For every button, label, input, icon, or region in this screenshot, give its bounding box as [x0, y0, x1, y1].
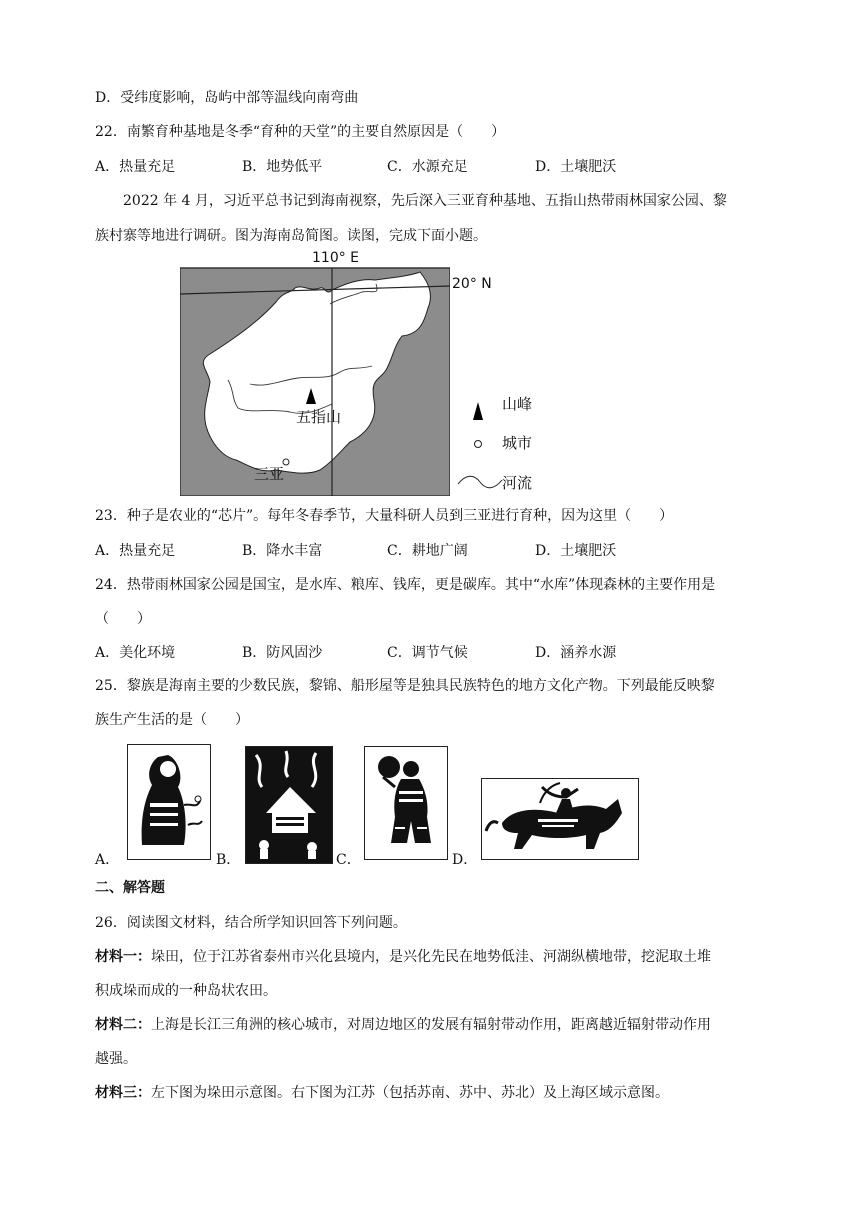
q22-option-d: D．土壤肥沃 — [535, 159, 617, 175]
q24-option-a: A．美化环境 — [95, 645, 176, 661]
legend-river-icon — [458, 476, 502, 488]
q23-stem: 23．种子是农业的“芯片”。每年冬春季节，大量科研人员到三亚进行育种，因为这里（ ） — [95, 508, 674, 524]
material-1-text: 垛田，位于江苏省泰州市兴化县境内，是兴化先民在地势低洼、河湖纵横地带，挖泥取土堆 — [151, 949, 711, 965]
q25-label-b: B． — [216, 852, 241, 868]
material-3-label: 材料三： — [95, 1085, 151, 1101]
legend-city-label: 城市 — [502, 434, 533, 452]
material-1-label: 材料一： — [95, 949, 151, 965]
meridian-label: 110° E — [312, 250, 360, 266]
q22-stem: 22．南繁育种基地是冬季“育种的天堂”的主要自然原因是（ ） — [95, 124, 506, 140]
q21-option-d: D．受纬度影响，岛屿中部等温线向南弯曲 — [95, 90, 359, 106]
q25-label-c: C． — [336, 852, 361, 868]
q24-option-d: D．涵养水源 — [535, 645, 617, 661]
q25-label-a: A． — [95, 852, 120, 868]
q26-material-1-line-2: 积成垛而成的一种岛状农田。 — [95, 983, 277, 999]
q26-material-2-line-1 — [95, 1015, 711, 1035]
legend-peak-label: 山峰 — [502, 395, 533, 413]
q25-stem-line-2: 族生产生活的是（ ） — [95, 712, 249, 728]
papercut-c-image — [364, 746, 448, 860]
q23-option-b: B．降水丰富 — [242, 543, 323, 559]
q23-option-c: C．耕地广阔 — [387, 543, 468, 559]
q25-label-d: D． — [452, 852, 478, 868]
q23-option-a: A．热量充足 — [95, 543, 176, 559]
q26-stem: 26．阅读图文材料，结合所学知识回答下列问题。 — [95, 915, 407, 931]
papercut-a-image — [127, 744, 211, 860]
papercut-d-image — [481, 778, 639, 860]
wuzhishan-label: 五指山 — [296, 408, 342, 426]
intro-line-2: 族村寨等地进行调研。图为海南岛简图。读图，完成下面小题。 — [95, 228, 487, 244]
q22-option-c: C．水源充足 — [387, 159, 468, 175]
q23-option-d: D．土壤肥沃 — [535, 543, 617, 559]
parallel-label: 20° N — [452, 276, 492, 292]
q24-option-b: B．防风固沙 — [242, 645, 323, 661]
sanya-label: 三亚 — [254, 465, 285, 483]
legend-river-label: 河流 — [502, 474, 533, 492]
q22-option-b: B．地势低平 — [242, 159, 323, 175]
intro-line-1: 2022 年 4 月，习近平总书记到海南视察，先后深入三亚育种基地、五指山热带雨林国家公园、黎 — [123, 193, 727, 209]
section-2-heading: 二、解答题 — [95, 880, 165, 896]
legend-peak-icon — [473, 402, 483, 420]
papercut-b-image — [245, 746, 333, 864]
q26-material-3-line-1 — [95, 1083, 669, 1103]
q24-option-c: C．调节气候 — [387, 645, 468, 661]
material-2-text: 上海是长江三角洲的核心城市，对周边地区的发展有辐射带动作用，距离越近辐射带动作用 — [151, 1017, 711, 1033]
q25-stem-line-1: 25．黎族是海南主要的少数民族，黎锦、船形屋等是独具民族特色的地方文化产物。下列最能反映黎 — [95, 678, 715, 694]
material-3-text: 左下图为垛田示意图。右下图为江苏（包括苏南、苏中、苏北）及上海区域示意图。 — [151, 1085, 669, 1101]
hainan-map — [180, 250, 450, 496]
q24-stem-line-1: 24．热带雨林国家公园是国宝，是水库、粮库、钱库，更是碳库。其中“水库”体现森林的主要作用是 — [95, 577, 716, 593]
material-2-label: 材料二： — [95, 1017, 151, 1033]
q26-material-1-line-1 — [95, 947, 711, 967]
q22-option-a: A．热量充足 — [95, 159, 176, 175]
q24-stem-line-2: （ ） — [95, 611, 151, 627]
q26-material-2-line-2: 越强。 — [95, 1051, 137, 1067]
legend-city-icon — [475, 441, 482, 448]
